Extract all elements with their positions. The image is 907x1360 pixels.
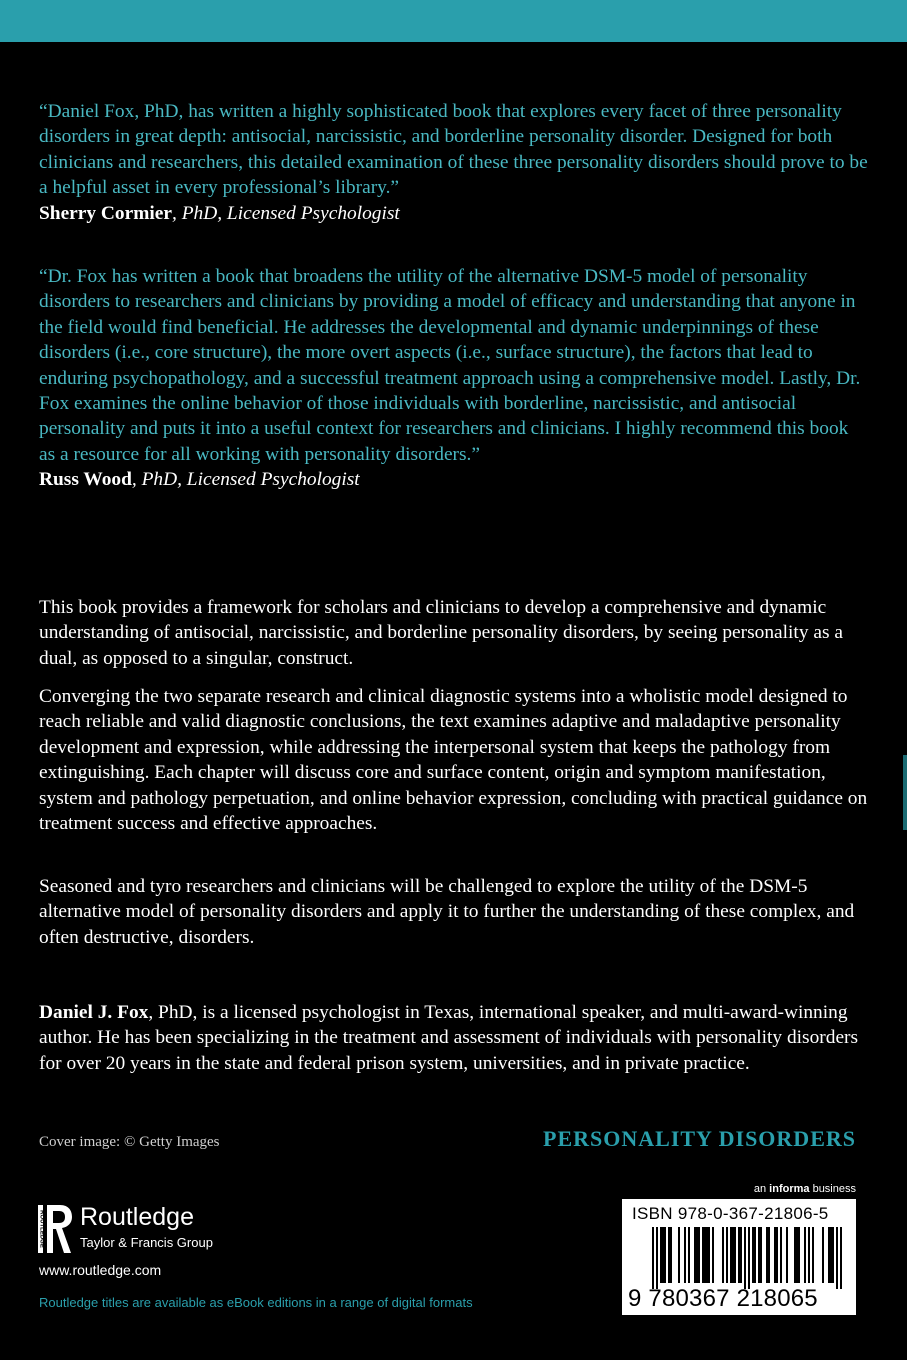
barcode-bar [652, 1227, 654, 1289]
barcode-bar [730, 1227, 732, 1283]
top-color-band [0, 0, 907, 42]
barcode-bar [744, 1227, 746, 1289]
barcode-bar [722, 1227, 724, 1283]
description-paragraph-1: This book provides a framework for scholars and clinicians to develop a comprehensive and dynamic understanding of antisocial, narcissistic, and borderline personality disorders, by seeing personality as a dual, as opposed to a singular, construct. [39, 597, 843, 669]
endorsement-quote-2 [39, 264, 869, 493]
ebook-note: Routledge titles are available as eBook editions in a range of digital formats [39, 1295, 473, 1310]
barcode-bar [808, 1227, 810, 1283]
barcode-bar [706, 1227, 708, 1283]
barcode-bar [698, 1227, 700, 1283]
quote-attribution [39, 469, 360, 490]
author-bio [39, 1000, 869, 1076]
barcode-bar [798, 1227, 800, 1283]
barcode-bar [752, 1227, 754, 1283]
barcode-bar [662, 1227, 664, 1283]
barcode-bar [760, 1227, 762, 1283]
endorser-role: , PhD, Licensed Psychologist [131, 469, 360, 491]
barcode-bar [660, 1227, 662, 1283]
barcode-bar [822, 1227, 824, 1283]
barcode-bar [804, 1227, 806, 1283]
barcode-bar [766, 1227, 768, 1283]
isbn-barcode [622, 1199, 856, 1315]
quote-text: “Dr. Fox has written a book that broadens the utility of the alternative DSM-5 model of personality disorders to researchers and clinicians by providing a model of efficacy and understanding that anyone in the field would find beneficial. He addresses the developmental and dynamic underpinnings of these disorders (i.e., core structure), the more overt aspects (i.e., surface structure), the factors that lead to enduring psychopathology, and a successful treatment approach using a comprehensive model. Lastly, Dr. Fox examines the online behavior of those individuals with borderline, narcissistic, and antisocial personality and puts it into a useful context for researchers and clinicians. I highly recommend this book as a resource for all working with personality disorders.” [39, 266, 861, 465]
barcode-bar [828, 1227, 830, 1283]
cover-credit: Cover image: © Getty Images [39, 1134, 220, 1150]
barcode-bar [738, 1227, 740, 1283]
barcode-bar [668, 1227, 670, 1283]
barcode-bar [754, 1227, 756, 1283]
barcode-bar [830, 1227, 832, 1283]
barcode-bar [836, 1227, 838, 1289]
barcode-bar [734, 1227, 736, 1283]
barcode-bar [794, 1227, 796, 1283]
informa-prefix: an [753, 1183, 770, 1195]
barcode-bar [712, 1227, 714, 1283]
barcode-bar [768, 1227, 770, 1283]
barcode-bar [684, 1227, 686, 1283]
barcode-bar [696, 1227, 698, 1283]
barcode-bar [708, 1227, 710, 1283]
isbn-label: ISBN 978-0-367-21806-5 [632, 1204, 829, 1223]
barcode-bar [748, 1227, 750, 1289]
barcode-bar [694, 1227, 696, 1283]
barcode-bar [726, 1227, 728, 1283]
endorser-role: , PhD, Licensed Psychologist [172, 202, 400, 224]
barcode-bar [786, 1227, 788, 1283]
edge-mark [903, 755, 907, 830]
barcode-bar [688, 1227, 690, 1283]
barcode-digits: 9 780367 218065 [628, 1285, 818, 1312]
svg-text:ROUTLEDGE: ROUTLEDGE [38, 1210, 45, 1248]
barcode-bar [704, 1227, 706, 1283]
informa-suffix: business [809, 1183, 856, 1195]
barcode-bar [832, 1227, 834, 1283]
description-paragraph-2: Converging the two separate research and clinical diagnostic systems into a wholistic model designed to reach reliable and valid diagnostic conclusions, the text examines adaptive and maladaptive personality development and expression, while addressing the interpersonal system that keeps the pathology from extinguishing. Each chapter will discuss core and surface content, origin and symptom manifestation, system and pathology perpetuation, and online behavior expression, concluding with practical guidance on treatment success and effective approaches. [39, 686, 868, 835]
barcode-bar [796, 1227, 798, 1283]
description-paragraph-3: Seasoned and tyro researchers and clinicians will be challenged to explore the utility of the DSM-5 alternative model of personality disorders and apply it to further the understanding of these complex, and often destructive, disorders. [39, 876, 855, 948]
barcode-bar [740, 1227, 742, 1283]
barcode-bar [758, 1227, 760, 1283]
quote-attribution [39, 203, 400, 224]
publisher-name: Routledge [80, 1203, 194, 1231]
publisher-logo [38, 1203, 278, 1255]
barcode-bar [774, 1227, 776, 1283]
publisher-group: Taylor & Francis Group [80, 1235, 213, 1250]
quote-text: “Daniel Fox, PhD, has written a highly sophisticated book that explores every facet of three personality disorders in great depth: antisocial, narcissistic, and borderline personality disorder. Designed for both clinicians and researchers, this detailed examination of these three personality disorders should prove to be a helpful asset in every professional’s library.” [39, 101, 868, 199]
author-bio-text: , PhD, is a licensed psychologist in Texas, international speaker, and multi-award-winning author. He has been specializing in the treatment and assessment of individuals with personality disorders for over 20 years in the state and federal prison system, universities, and in private practice. [39, 1002, 859, 1074]
barcode-bar [780, 1227, 782, 1283]
publisher-website[interactable]: www.routledge.com [39, 1262, 162, 1278]
barcode-bar [656, 1227, 658, 1289]
barcode-bar [812, 1227, 814, 1283]
endorser-name: Russ Wood [39, 469, 132, 491]
barcode-bar [664, 1227, 666, 1283]
series-title: PERSONALITY DISORDERS [543, 1126, 856, 1151]
barcode-bar [776, 1227, 778, 1283]
informa-brand: informa [769, 1183, 810, 1195]
barcode-bar [732, 1227, 734, 1283]
barcode-bar [840, 1227, 842, 1289]
endorsement-quote-1 [39, 99, 869, 226]
barcode-bar [670, 1227, 672, 1283]
endorser-name: Sherry Cormier [39, 202, 172, 224]
informa-business-label [754, 1183, 856, 1195]
barcode-bar [678, 1227, 680, 1283]
routledge-logo-icon [38, 1203, 74, 1255]
barcode-bar [702, 1227, 704, 1283]
author-name: Daniel J. Fox [39, 1002, 149, 1023]
